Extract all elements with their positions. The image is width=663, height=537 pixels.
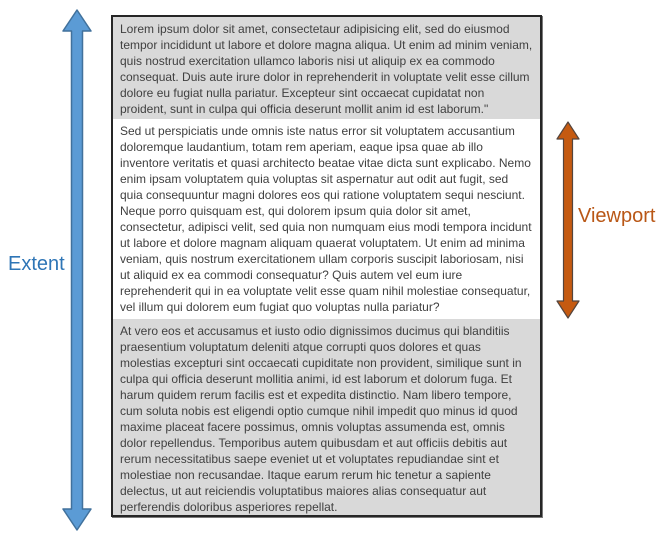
document-paragraph-bottom: At vero eos et accusamus et iusto odio dignissimos ducimus qui blanditiis praesentium voluptatum deleniti atque corrupti quos dolores et quas molestias excepturi sint occaecati cupiditate non provident, similique sunt in culpa qui officia deserunt mollitia animi, id est laborum et dolorum fuga. Et harum quidem rerum facilis est et expedita distinctio. Nam libero tempore, cum soluta nobis est eligendi optio cumque nihil impedit quo minus id quod maxime placeat facere possimus, omnis voluptas assumenda est, omnis dolor repellendus. Temporibus autem quibusdam et aut officiis debitis aut rerum necessitatibus saepe eveniet ut et voluptates repudiandae sint et molestiae non recusandae. Itaque earum rerum hic tenetur a sapiente delectus, ut aut reiciendis voluptatibus maiores alias consequatur aut perferendis doloribus asperiores repellat.	[113, 319, 540, 515]
extent-label: Extent	[8, 253, 65, 275]
extent-arrow-icon	[62, 9, 92, 531]
document-box	[111, 15, 542, 517]
viewport-label: Viewport	[578, 205, 656, 227]
document-paragraph-viewport: Sed ut perspiciatis unde omnis iste natus error sit voluptatem accusantium doloremque laudantium, totam rem aperiam, eaque ipsa quae ab illo inventore veritatis et quasi architecto beatae vitae dicta sunt explicabo. Nemo enim ipsam voluptatem quia voluptas sit aspernatur aut odit aut fugit, sed quia consequuntur magni dolores eos qui ratione voluptatem sequi nesciunt. Neque porro quisquam est, qui dolorem ipsum quia dolor sit amet, consectetur, adipisci velit, sed quia non numquam eius modi tempora incidunt ut labore et dolore magnam aliquam quaerat voluptatem. Ut enim ad minima veniam, quis nostrum exercitationem ullam corporis suscipit laboriosam, nisi ut aliquid ex ea commodi consequatur? Quis autem vel eum iure reprehenderit qui in ea voluptate velit esse quam nihil molestiae consequatur, vel illum qui dolorem eum fugiat quo voluptas nulla pariatur?	[113, 119, 540, 319]
viewport-arrow-icon	[556, 121, 580, 319]
document-paragraph-top: Lorem ipsum dolor sit amet, consectetaur adipisicing elit, sed do eiusmod tempor incididunt ut labore et dolore magna aliqua. Ut enim ad minim veniam, quis nostrud exercitation ullamco laboris nisi ut aliquip ex ea commodo consequat. Duis aute irure dolor in reprehenderit in voluptate velit esse cillum dolore eu fugiat nulla pariatur. Excepteur sint occaecat cupidatat non proident, sunt in culpa qui officia deserunt mollit anim id est laborum."	[113, 17, 540, 119]
